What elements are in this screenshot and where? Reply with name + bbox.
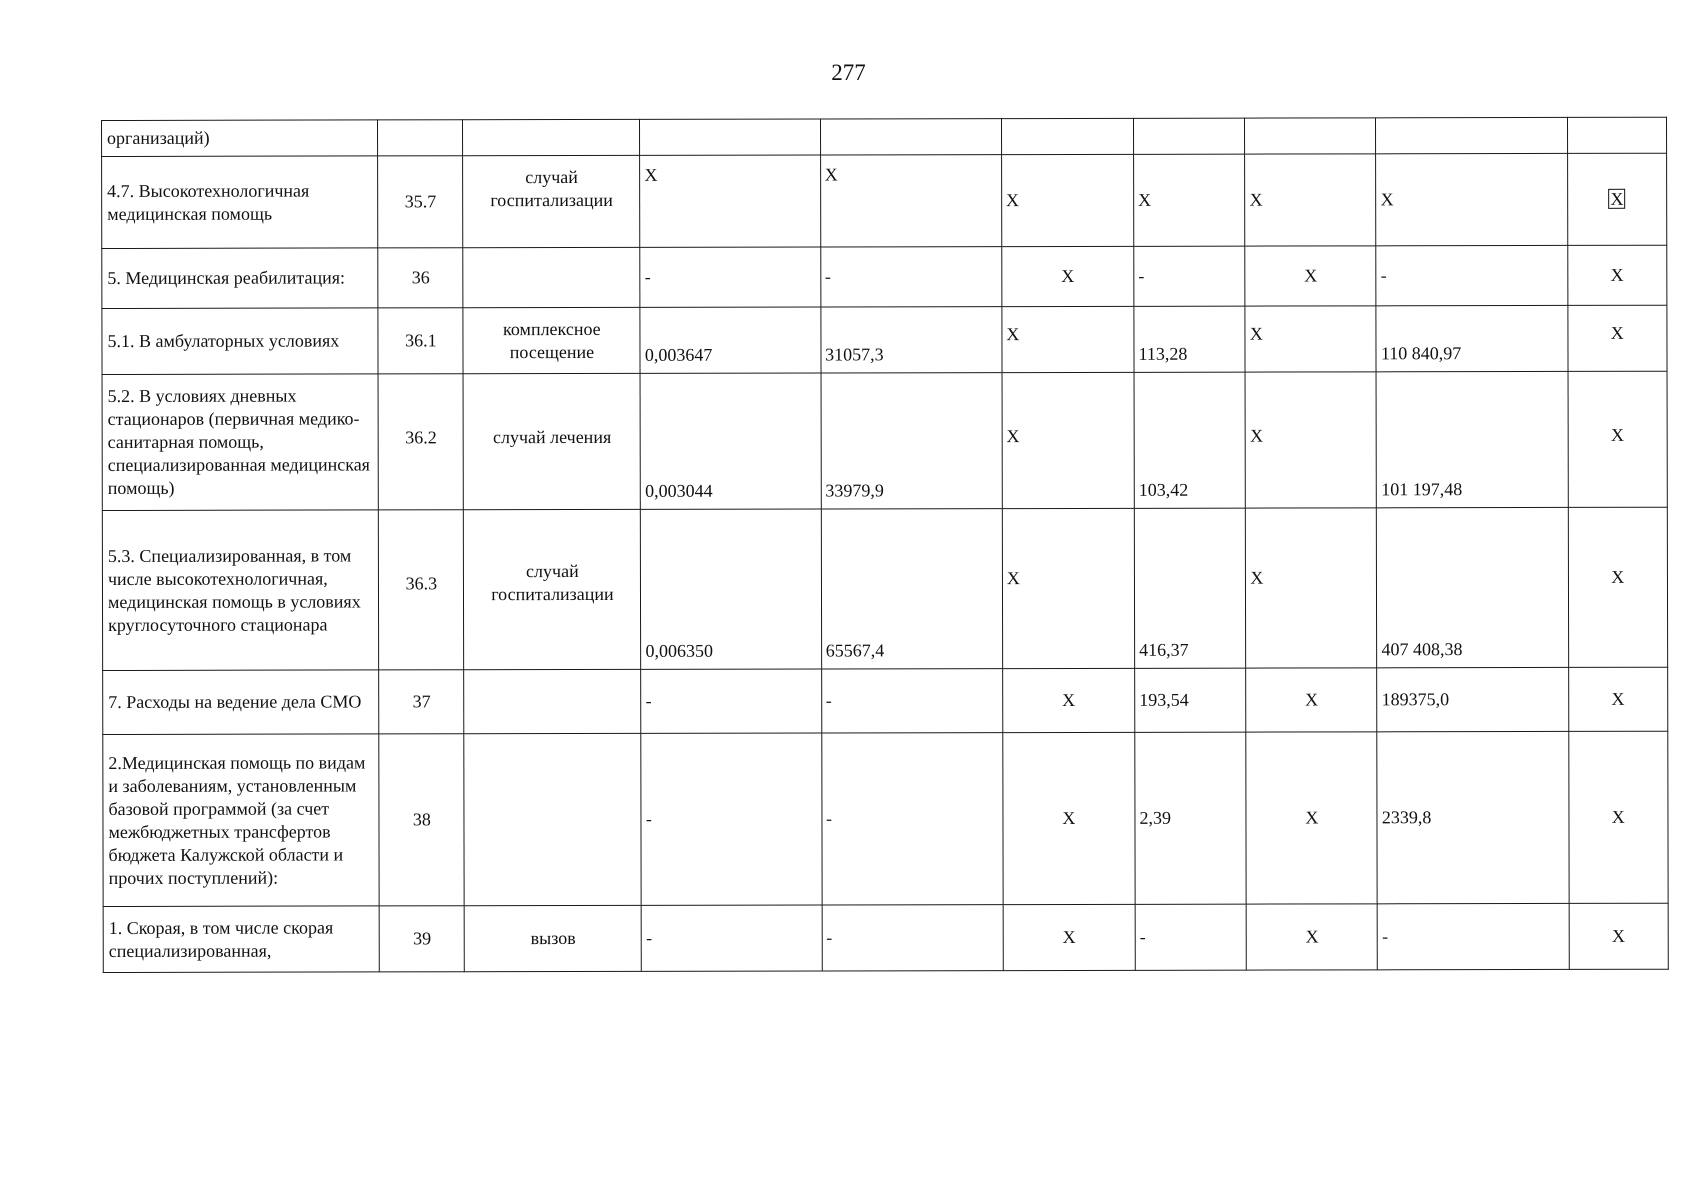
cell-col7: Х	[1568, 371, 1668, 507]
row-name: 4.7. Высокотехнологичная медицинская помощь	[102, 156, 378, 249]
cell-col3: Х	[1001, 154, 1133, 246]
cell-col7: Х	[1569, 903, 1669, 969]
row-name: 5.1. В амбулаторных условиях	[102, 308, 378, 375]
table-row	[103, 903, 1668, 972]
cell-col6: -	[1378, 903, 1569, 969]
cell-col4: Х	[1134, 154, 1246, 246]
cell-col6: Х	[1376, 153, 1567, 245]
cell-col2: -	[822, 905, 1003, 971]
cell-col2: Х	[820, 155, 1001, 247]
cell-col1: 0,003044	[640, 373, 820, 509]
row-name: 5. Медицинская реабилитация:	[102, 248, 378, 309]
row-code: 35.7	[378, 156, 463, 248]
cell-col4: 193,54	[1135, 668, 1247, 732]
cell-col2	[820, 119, 1001, 155]
row-name: 7. Расходы на ведение дела СМО	[103, 670, 379, 735]
row-unit	[463, 247, 640, 307]
cell-col5: Х	[1247, 904, 1378, 970]
row-unit: случай лечения	[464, 373, 641, 509]
cell-col6: -	[1376, 245, 1567, 305]
cell-col3: Х	[1002, 246, 1134, 306]
cell-col5: Х	[1245, 372, 1376, 508]
cell-col5: Х	[1246, 668, 1377, 732]
cell-col4: -	[1135, 904, 1247, 970]
cell-col5: Х	[1245, 306, 1376, 372]
cell-col1: Х	[640, 155, 820, 247]
cell-col4: -	[1134, 246, 1246, 306]
cell-col1: -	[641, 733, 822, 905]
table-row	[103, 731, 1668, 906]
cell-col5: Х	[1246, 732, 1377, 904]
cell-col6: 189375,0	[1377, 667, 1568, 731]
cell-col4: 2,39	[1135, 732, 1247, 904]
cell-col3: Х	[1003, 668, 1135, 732]
cell-col1	[640, 119, 820, 155]
row-unit: случай госпитализации	[463, 155, 640, 247]
cell-col7	[1567, 117, 1667, 153]
table-row	[102, 507, 1667, 670]
cell-col2: -	[821, 733, 1003, 905]
cell-col1: -	[642, 905, 822, 971]
cell-col6	[1376, 117, 1567, 153]
cell-col2: -	[820, 247, 1001, 307]
row-code: 36.3	[379, 510, 465, 670]
table-row	[102, 371, 1667, 510]
cell-col6: 407 408,38	[1377, 507, 1568, 667]
cell-col5	[1245, 118, 1376, 154]
cell-col3: Х	[1003, 732, 1136, 904]
cell-col7: Х	[1568, 731, 1668, 903]
table-row	[102, 245, 1667, 308]
row-name: организаций)	[102, 120, 378, 157]
cell-col2: -	[821, 669, 1002, 733]
cell-col4: 113,28	[1134, 306, 1246, 372]
row-unit: случай госпитализации	[464, 509, 641, 669]
cell-col2: 31057,3	[820, 307, 1001, 373]
table-row	[102, 117, 1667, 156]
cell-col1: -	[641, 669, 821, 733]
cell-col7: Х	[1568, 507, 1668, 667]
cell-col3: Х	[1002, 372, 1134, 508]
cell-col1: -	[640, 247, 820, 307]
table-row	[102, 153, 1667, 248]
cell-col7: Х	[1567, 305, 1667, 371]
row-name: 5.3. Специализированная, в том числе высокотехнологичная, медицинская помощь в условиях круглосуточного стационара	[102, 510, 379, 671]
row-name: 1. Скорая, в том числе скорая специализированная,	[103, 906, 379, 973]
cell-col4: 103,42	[1134, 372, 1246, 508]
cell-col4: 416,37	[1134, 508, 1246, 668]
table-row	[102, 305, 1667, 374]
cell-col7: Х	[1568, 667, 1668, 731]
page-number: 277	[831, 60, 866, 85]
row-code: 37	[379, 670, 464, 734]
cell-col3: Х	[1003, 904, 1135, 970]
row-code: 36.2	[378, 374, 463, 510]
row-unit: вызов	[465, 905, 642, 971]
row-code	[378, 120, 463, 156]
row-code: 36	[378, 248, 463, 308]
row-code: 39	[379, 906, 464, 972]
row-unit	[464, 733, 641, 905]
cell-col2: 65567,4	[821, 509, 1003, 669]
cell-col7: Х	[1567, 245, 1667, 305]
cell-col3: Х	[1002, 508, 1134, 668]
row-name: 2.Медицинская помощь по видам и заболеваниям, установленным базовой программой (за счет межбюджетных трансфертов бюджета Калужской области и прочих поступлений):	[103, 734, 380, 907]
cell-col6: 110 840,97	[1376, 305, 1567, 371]
cell-col5: Х	[1245, 154, 1376, 246]
row-code: 36.1	[378, 308, 463, 374]
row-name: 5.2. В условиях дневных стационаров (первичная медико-санитарная помощь, специализированная медицинская помощь)	[102, 374, 379, 511]
cell-col5: Х	[1246, 508, 1377, 668]
cell-col4	[1133, 118, 1244, 154]
cell-col6: 2339,8	[1377, 731, 1568, 903]
cell-col7	[1567, 153, 1667, 245]
cell-col5: Х	[1245, 246, 1376, 306]
table-container	[101, 117, 1669, 973]
row-code: 38	[379, 734, 465, 906]
row-unit: комплексное посещение	[463, 307, 640, 373]
cell-col3: Х	[1002, 306, 1134, 372]
data-table	[101, 117, 1669, 973]
row-unit	[463, 119, 640, 155]
cell-col2: 33979,9	[821, 373, 1003, 509]
cell-col6: 101 197,48	[1376, 371, 1567, 507]
table-row	[103, 667, 1668, 734]
cell-col1: 0,006350	[641, 509, 822, 669]
cell-col3	[1001, 118, 1133, 154]
boxed-x-mark: Х	[1610, 188, 1624, 209]
row-unit	[464, 669, 641, 733]
cell-col1: 0,003647	[640, 307, 820, 373]
